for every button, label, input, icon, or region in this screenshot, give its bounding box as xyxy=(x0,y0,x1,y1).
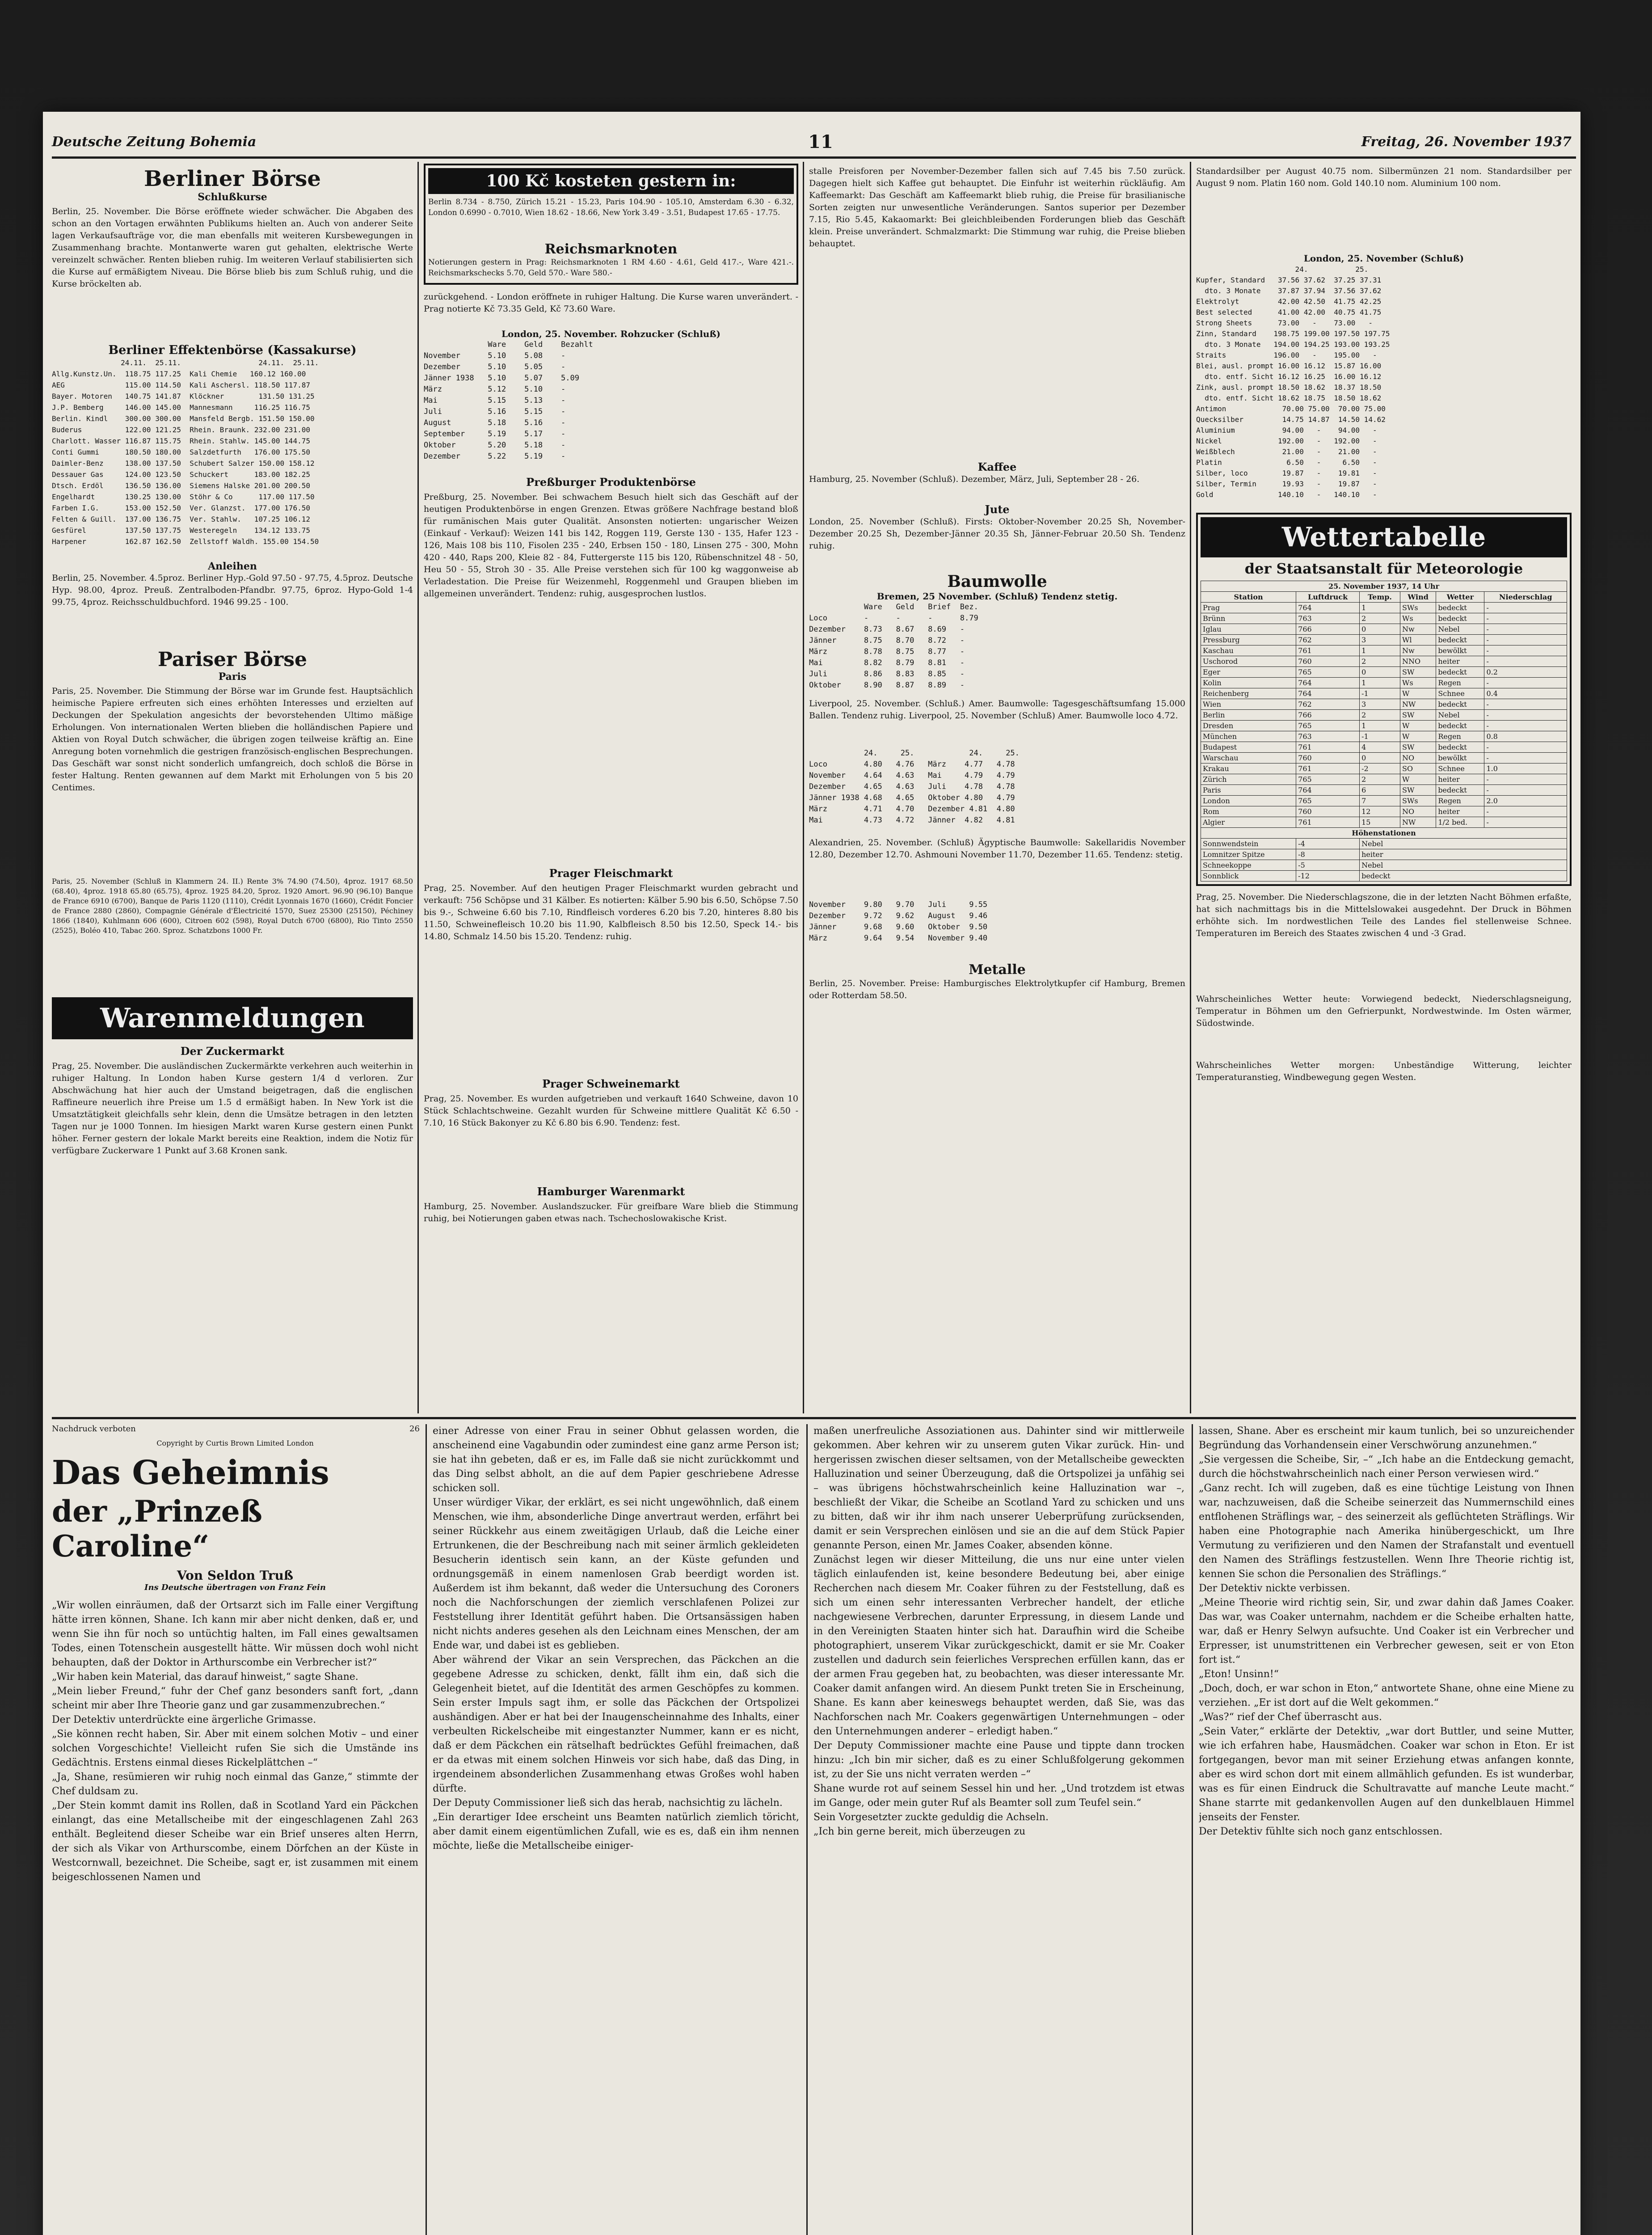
novel-rule-2 xyxy=(806,1424,808,2235)
novel-text-b: einer Adresse von einer Frau in seiner Obhut gelassen worden, die anscheinend eine Vagabundin oder zumindest eine ganz arme Person ist; sie hat ihn gebeten, daß er es, im Falle daß sie nicht zurückkommt und das Ding selbst abholt, an die auf dem Papier geschriebene Adresse schicken soll. Unser würdiger Vikar, der erklärt, es sei nicht ungewöhnlich, daß einem Menschen, wie ihm, absonderliche Dinge anvertraut werden, erfährt bei seiner Rückkehr aus einem zweitägigen Urlaub, daß die Leiche einer Ertrunkenen, die der Beschreibung nach mit seiner ärmlich gekleideten Besucherin identisch sein kann, an der Küste gefunden und ordnungsgemäß in einem namenlosen Grab beerdigt worden ist. Außerdem ist ihm bekannt, daß weder die Untersuchung des Coroners noch die Nachforschungen der ziemlich verschlafenen Polizei zur Feststellung ihrer Identität geführt haben. Die Ortsansässigen haben nicht nichts anderes gesehen als den Leichnam eines Menschen, der am Ende war, und dabei ist es geblieben. Aber während der Vikar an sein Versprechen, das Päckchen an die gegebene Adresse zu schicken, denkt, fällt ihm ein, daß sich die Gelegenheit bietet, auf die Identität des armen Geschöpfes zu kommen. Sein erster Impuls sagt ihm, er solle das Päckchen der Ortspolizei aushändigen. Aber er hat bei der Inaugenscheinnahme des Inhalts, einer verbeulten Rickelscheibe mit eingestanzter Nummer, kann er es nicht, daß er dem Päckchen ein rätselhaft bedrücktes Gefühl freimachen, daß er da etwas mit einem solchen Hinweis vor sich habe, daß das Ding, in irgendeinem absonderlichen Zusammenhang etwas Großes wohl haben dürfte. Der Deputy Commissioner ließ sich das herab, nachsichtig zu lächeln. „Ein derartiger Idee erscheint uns Beamten natürlich ziemlich töricht, aber damit einem eigentümlichen Zufall, wie es es, daß ein ihm nennen möchte, ließe die Metallscheibe einiger- xyxy=(433,1425,799,1851)
weather-cell: - xyxy=(1484,645,1567,656)
wettertabelle-box xyxy=(1196,513,1572,886)
liverpool-table: Loco 4.80 4.76 März 4.77 4.78 November 4.64 4.63 Mai 4.79 4.79 Dezember 4.65 4.63 Juli 4.78 4.78 Jänner 1938 4.68 4.65 Oktober 4.80 4.79 März 4.71 4.70 Dezember 4.81 4.80 Mai 4.73 4.72 Jänner 4.82 4.81 xyxy=(809,760,1015,825)
kassakurse-header: 24.11. 25.11. 24.11. 25.11. xyxy=(52,358,319,367)
reichsmarknoten-title: Reichsmarknoten xyxy=(544,241,678,257)
weather-cell: W xyxy=(1400,774,1436,785)
weather-cell: Regen xyxy=(1436,678,1484,688)
alexandria-text: Alexandrien, 25. November. (Schluß) Ägyptische Baumwolle: Sakellaridis November 12.80, Dezember 12.70. Ashmouni November 11.70, Dezember 11.65. Tendenz: stetig. xyxy=(809,838,1185,860)
weather-cell: NO xyxy=(1400,753,1436,763)
weather-cell: W xyxy=(1400,721,1436,731)
col4 xyxy=(1196,164,1572,1415)
jute-text: London, 25. November (Schluß). Firsts: Oktober-November 20.25 Sh, November-Dezember 20.25 Sh, Dezember-Jänner 20.35 Sh, Jänner-Februar 20.50 Sh. Tendenz ruhig. xyxy=(809,517,1185,551)
weather-cell: 761 xyxy=(1296,645,1360,656)
novel-col-a xyxy=(52,1424,418,2235)
masthead-right: Freitag, 26. November 1937 xyxy=(1361,134,1572,150)
weather-row xyxy=(1201,613,1567,624)
berliner-boerse-text: Berlin, 25. November. Die Börse eröffnete wieder schwächer. Die Abgaben des schon an den Vortagen erwähnten Publikums hielten an. Auch von anderer Seite lagen Verkaufsaufträge vor, die man ebenfalls mit weiteren Kursbewegungen in Zusammenhang brachte. Montanwerte waren gut gehalten, elektrische Werte vereinzelt schwächer. Renten blieben ruhig. Im weiteren Verlauf stabilisierten sich die Kurse auf ermäßigtem Niveau. Die Börse blieb bis zum Schluß ruhig, und die Kurse bröckelten ab. xyxy=(52,207,413,289)
weather-cell: Nw xyxy=(1400,624,1436,635)
weather-date: 25. November 1937 xyxy=(1328,582,1407,590)
novel-rule-3 xyxy=(1192,1424,1193,2235)
weather-cell: - xyxy=(1484,613,1567,624)
produktenboerse-text: Preßburg, 25. November. Bei schwachem Besuch hielt sich das Geschäft auf der heutigen Produktenbörse in engen Grenzen. Etwas größere Nachfrage bestand bloß für rumänischen Mais guter Qualität. Ansonsten notierten: ungarischer Weizen (Einkauf - Verkauf): Weizen 141 bis 142, Roggen 119, Gerste 130 - 135, Hafer 123 - 126, Mais 108 bis 110, Fisolen 235 - 240, Erbsen 150 - 180, Linsen 275 - 300, Mohn 420 - 440, Raps 200, Kleie 82 - 84, Futtergerste 115 bis 120, Rübenschnitzel 48 - 50, Heu 50 - 55, Stroh 30 - 35. Alle Preise verstehen sich für 100 kg waggonweise ab Verladestation. Die Preise für Weizenmehl, Roggenmehl und Graupen blieben im allgemeinen unverändert. Tendenz: ruhig, ausgesprochen lustlos. xyxy=(424,492,798,599)
weather-cell: SWs xyxy=(1400,796,1436,806)
schweinemarkt-text: Prag, 25. November. Es wurden aufgetrieben und verkauft 1640 Schweine, davon 10 Stück Schlachtschweine. Gezahlt wurden für Schweine mittlere Qualität Kč 6.50 - 7.10, 16 Stück Bakonyer zu Kč 6.80 bis 6.90. Tendenz: fest. xyxy=(424,1094,798,1128)
weather-cell: 765 xyxy=(1296,796,1360,806)
weather-cell: - xyxy=(1484,742,1567,753)
weather-cell: 7 xyxy=(1360,796,1400,806)
fleischmarkt-text: Prag, 25. November. Auf den heutigen Prager Fleischmarkt wurden gebracht und verkauft: 756 Schöpse und 31 Kälber. Es notierten: Kälber 5.90 bis 6.50, Schöpse 7.50 bis 9.-, Schweine 6.60 bis 7.10, Rindfleisch vorderes 6.20 bis 7.20, hinteres 8.80 bis 11.50, Schweinefleisch 10.20 bis 11.90, Kalbfleisch 8.50 bis 12.50, Speck 14.- bis 14.80, Schmalz 14.50 bis 15.20. Tendenz: ruhig. xyxy=(424,883,798,941)
weather-cell: 12 xyxy=(1360,806,1400,817)
novel-notice: Nachdruck verboten xyxy=(52,1424,136,1434)
wettertabelle-subtitle: der Staatsanstalt für Meteorologie xyxy=(1244,560,1523,577)
weather-cell: bedeckt xyxy=(1436,785,1484,796)
reichsmarknoten-text: Notierungen gestern in Prag: Reichsmarknoten 1 RM 4.60 - 4.61, Geld 417.-, Ware 421.-. Reichsmarkschecks 5.70, Geld 570.- Ware 580.- xyxy=(428,258,794,278)
bremen-subtitle: Bremen, 25 November. (Schluß) Tendenz stetig. xyxy=(877,591,1118,602)
weather-cell: bewölkt xyxy=(1436,753,1484,763)
weather-cell: W xyxy=(1400,731,1436,742)
weather-forecast-text-2: Wahrscheinliches Wetter morgen: Unbeständige Witterung, leichter Temperaturanstieg, Windbewegung gegen Westen. xyxy=(1196,1060,1572,1082)
novel-author: Von Seldon Truß xyxy=(177,1568,294,1583)
kaffee-title: Kaffee xyxy=(978,460,1017,473)
weather-cell: Regen xyxy=(1436,731,1484,742)
weather-cell: 761 xyxy=(1296,817,1360,828)
weather-cell: 0 xyxy=(1360,753,1400,763)
pariser-boerse-text: Paris, 25. November. Die Stimmung der Börse war im Grunde fest. Hauptsächlich heimische Papiere erfreuten sich eines erhöhten Interesses und erzielten auf Deckungen der Spekulation angesichts der bevorstehenden Ultimo mäßige Erholungen. Von internationalen Werten blieben die holländischen Papiere und Aktien von Royal Dutch schwächer, die übrigen zogen teilweise kräftig an. Eine Anregung boten vornehmlich die gestrigen französisch-englischen Besprechungen. Das Geschäft war sonst nicht sonderlich umfangreich, doch schloß die Börse in fester Haltung. Renten gewannen auf dem Markt mit Erholungen von 5 bis 20 Centimes. xyxy=(52,686,413,793)
weather-row xyxy=(1201,624,1567,635)
alexandria-table: November 9.80 9.70 Juli 9.55 Dezember 9.72 9.62 August 9.46 Jänner 9.68 9.60 Oktober 9.50 März 9.64 9.54 November 9.40 xyxy=(809,900,988,943)
weather-cell: Wien xyxy=(1201,699,1296,710)
weather-cell: bedeckt xyxy=(1436,613,1484,624)
weather-cell: Kaschau xyxy=(1201,645,1296,656)
weather-cell: SW xyxy=(1400,710,1436,721)
weather-cell: 1 xyxy=(1360,645,1400,656)
weather-table-body xyxy=(1201,603,1567,828)
weather-cell: - xyxy=(1484,721,1567,731)
weather-table-caption: 25. November 1937, 14 Uhr xyxy=(1201,581,1567,592)
hoehen-cell: Nebel xyxy=(1360,839,1567,849)
weather-row xyxy=(1201,645,1567,656)
anleihen-title: Anleihen xyxy=(208,561,257,572)
novel-text-c: maßen unerfreuliche Assoziationen aus. Dahinter sind wir mittlerweile gekommen. Aber kehren wir zu unserem guten Vikar zurück. Hin- und hergerissen zwischen dieser seltsamen, von der Metallscheibe geweckten Halluzination und seiner Überzeugung, daß die Ortspolizei ja unfähig sei – was übrigens höchstwahrscheinlich keine Halluzination war –, beschließt der Vikar, die Scheibe an Scotland Yard zu schicken und uns zu bitten, daß wir ihr ihm nach unserer Ueberprüfung zurücksenden, damit er sein Versprechen einlösen und sie an die auf dem Stück Papier genannte Person, einen Mr. James Coaker, absenden könne. Zunächst legen wir dieser Mitteilung, die uns nur eine unter vielen täglich einlaufenden ist, keine besondere Bedeutung bei, aber einige Recherchen nach diesem Mr. Coaker führen zu der Feststellung, daß es sich um einen sehr interessanten Verbrecher handelt, der etliche nachgewiesene Verbrechen, darunter Erpressung, in diesem Lande und in den Vereinigten Staaten hinter sich hat. Daraufhin wird die Scheibe photographiert, unserem Vikar zurückgeschickt, damit er sie Mr. Coaker zustellen und dadurch sein feierliches Versprechen erfüllen kann, das er der armen Frau gegeben hat, zu beobachten, was dieser interessante Mr. Coaker damit anfangen wird. An diesem Punkt treten Sie in Erscheinung, Shane. Es kann aber keineswegs behauptet werden, daß Sie, was das Nachforschen nach Mr. Coakers gegenwärtigen Unternehmungen – oder den Unternehmungen anderer – erledigt haben.“ Der Deputy Commissioner machte eine Pause und tippte dann trocken hinzu: „Ich bin mir sicher, daß es zu einer Schlußfolgerung gekommen ist, zu der Sie uns nicht verraten werden –“ Shane wurde rot auf seinem Sessel hin und her. „Und trotzdem ist etwas im Gange, oder mein guter Ruf als Beamter soll zum Teufel sein.“ Sein Vorgesetzter zuckte geduldig die Achseln. „Ich bin gerne bereit, mich überzeugen zu xyxy=(813,1425,1184,1837)
hoehen-cell: -4 xyxy=(1296,839,1360,849)
weather-cell: - xyxy=(1484,785,1567,796)
weather-cell: 765 xyxy=(1296,667,1360,678)
masthead-rule xyxy=(52,156,1576,159)
weather-cell: W xyxy=(1400,688,1436,699)
weather-cell: NNO xyxy=(1400,656,1436,667)
weather-cell: 764 xyxy=(1296,603,1360,613)
hamburg-warenmarkt-text: Hamburg, 25. November. Auslandszucker. Für greifbare Ware blieb die Stimmung ruhig, bei Notierungen gaben etwas nach. Tschechoslowakische Krist. xyxy=(424,1202,798,1223)
weather-cell: Nebel xyxy=(1436,624,1484,635)
col3-intro-text: stalle Preisforen per November-Dezember fallen sich auf 7.45 bis 7.50 zurück. Dagegen hielt sich Kaffee gut behauptet. Die Einfuhr ist weiterhin rückläufig. Am Kaffeemarkt: Das Geschäft am Kaffeemarkt blieb ruhig, die Preise für brasilianische Sorten zeigten nur unwesentliche Veränderungen. Santos superior per Dezember 7.15, Rio 5.45, Kakaomarkt: Bei gleichbleibenden Forderungen blieb das Geschäft klein. Preise unverändert. Schmalzmarkt: Die Stimmung war ruhig, die Preise blieben behauptet. xyxy=(809,166,1185,249)
london-zucker-subtitle: London, 25. November. Rohzucker (Schluß) xyxy=(501,329,721,339)
hoehen-cell: -8 xyxy=(1296,849,1360,860)
weather-cell: 2 xyxy=(1360,710,1400,721)
weather-cell: - xyxy=(1484,635,1567,645)
weather-row xyxy=(1201,678,1567,688)
weather-cell: Schnee xyxy=(1436,688,1484,699)
hoehen-cell: -12 xyxy=(1296,871,1360,881)
weather-cell: 3 xyxy=(1360,699,1400,710)
weather-cell: Krakau xyxy=(1201,763,1296,774)
weather-cell: heiter xyxy=(1436,806,1484,817)
novel-title-line2: der „Prinzeß Caroline“ xyxy=(52,1494,262,1564)
kc-box xyxy=(424,164,798,285)
weather-col-header: Luftdruck xyxy=(1296,592,1360,603)
kaffee-text: Hamburg, 25. November (Schluß). Dezember, März, Juli, September 28 - 26. xyxy=(809,474,1140,484)
warenmeldungen-title: Warenmeldungen xyxy=(52,997,413,1039)
hoehen-row xyxy=(1201,860,1567,871)
weather-cell: -2 xyxy=(1360,763,1400,774)
weather-cell: bedeckt xyxy=(1436,603,1484,613)
weather-row xyxy=(1201,656,1567,667)
page-number: 11 xyxy=(808,131,833,152)
hoehenstationen-title: Höhenstationen xyxy=(1201,828,1567,839)
novel-section xyxy=(52,1424,1576,2235)
metalle-title: Metalle xyxy=(969,962,1026,978)
weather-cell: 762 xyxy=(1296,635,1360,645)
hoehen-cell: bedeckt xyxy=(1360,871,1567,881)
hoehen-cell: Sonnblick xyxy=(1201,871,1296,881)
weather-cell: Paris xyxy=(1201,785,1296,796)
hoehen-cell: Lomnitzer Spitze xyxy=(1201,849,1296,860)
weather-cell: Brünn xyxy=(1201,613,1296,624)
liverpool-header: 24. 25. 24. 25. xyxy=(809,749,1020,758)
weather-cell: bedeckt xyxy=(1436,699,1484,710)
weather-cell: - xyxy=(1484,603,1567,613)
weather-col-header: Wind xyxy=(1400,592,1436,603)
weather-cell: Berlin xyxy=(1201,710,1296,721)
weather-cell: Wl xyxy=(1400,635,1436,645)
weather-cell: Warschau xyxy=(1201,753,1296,763)
weather-cell: Dresden xyxy=(1201,721,1296,731)
weather-row xyxy=(1201,785,1567,796)
weather-cell: 2 xyxy=(1360,613,1400,624)
weather-cell: London xyxy=(1201,796,1296,806)
pariser-boerse-subtitle: Paris xyxy=(218,671,247,683)
london-zucker-table: November 5.10 5.08 - Dezember 5.10 5.05 - Jänner 1938 5.10 5.07 5.09 März 5.12 5.10 - Mai 5.15 5.13 - Juli 5.16 5.15 - August 5.18 5.16 - September 5.19 5.17 - Oktober 5.20 5.18 - Dezember 5.22 5.19 - xyxy=(424,351,579,461)
col2 xyxy=(424,164,798,1415)
weather-row xyxy=(1201,817,1567,828)
weather-cell: - xyxy=(1484,678,1567,688)
wettertabelle-title: Wettertabelle xyxy=(1201,517,1567,557)
weather-cell: 766 xyxy=(1296,710,1360,721)
kc-box-title: 100 Kč kosteten gestern in: xyxy=(428,168,794,194)
anleihen-text: Berlin, 25. November. 4.5proz. Berliner Hyp.-Gold 97.50 - 97.75, 4.5proz. Deutsche Hyp. 98.00, 4proz. Preuß. Zentralboden-Pfandbr. 97.75, 6proz. Hypo-Gold 1-4 99.75, 4proz. Reichsschuldbuchford. 1946 99.25 - 100. xyxy=(52,573,413,607)
weather-cell: - xyxy=(1484,774,1567,785)
weather-cell: Iglau xyxy=(1201,624,1296,635)
weather-row xyxy=(1201,763,1567,774)
weather-cell: - xyxy=(1484,817,1567,828)
newspaper-page xyxy=(43,112,1580,2235)
baumwolle-title: Baumwolle xyxy=(947,572,1047,591)
liverpool-text: Liverpool, 25. November. (Schluß.) Amer. Baumwolle: Tagesgeschäftsumfang 15.000 Ballen. Tendenz ruhig. Liverpool, 25. November (Schluß) Amer. Baumwolle loco 4.72. xyxy=(809,699,1185,721)
weather-cell: Reichenberg xyxy=(1201,688,1296,699)
col3 xyxy=(809,164,1185,1415)
london-metals-table: Kupfer, Standard 37.56 37.62 37.25 37.31 dto. 3 Monate 37.87 37.94 37.56 37.62 Elektrolyt 42.00 42.50 41.75 42.25 Best selected 41.00 42.00 40.75 41.75 Strong Sheets 73.00 - 73.00 - Zinn, Standard 198.75 199.00 197.50 197.75 dto. 3 Monate 194.00 194.25 193.00 193.25 Straits 196.00 - 195.00 - Blei, ausl. prompt 16.00 16.12 15.87 16.00 dto. entf. Sicht 16.12 16.25 16.00 16.12 Zink, ausl. prompt 18.50 18.62 18.37 18.50 dto. entf. Sicht 18.62 18.75 18.50 18.62 Antimon 70.00 75.00 70.00 75.00 Quecksilber 14.75 14.87 14.50 14.62 Aluminium 94.00 - 94.00 - Nickel 192.00 - 192.00 - Weißblech 21.00 - 21.00 - Platin 6.50 - 6.50 - Silber, loco 19.87 - 19.81 - Silber, Termin 19.93 - 19.87 - Gold 140.10 - 140.10 - xyxy=(1196,276,1390,499)
weather-cell: 764 xyxy=(1296,678,1360,688)
weather-report-text: Prag, 25. November. Die Niederschlagszone, die in der letzten Nacht Böhmen erfaßte, hat sich nachmittags bis in die Mittelslowakei ausgedehnt. Der Druck in Böhmen erhöhte sich. Im nordwestlichen Teile des Landes fiel stellenweise Schnee. Temperaturen im Bereich des Staates zwischen 4 und -3 Grad. xyxy=(1196,892,1572,938)
novel-continuation-number: 26 xyxy=(409,1424,420,1434)
weather-col-header: Station xyxy=(1201,592,1296,603)
weather-cell: - xyxy=(1484,806,1567,817)
london-metals-header: 24. 25. xyxy=(1196,265,1369,274)
weather-cell: SO xyxy=(1400,763,1436,774)
weather-cell: 761 xyxy=(1296,742,1360,753)
weather-cell: Regen xyxy=(1436,796,1484,806)
novel-text-d: lassen, Shane. Aber es erscheint mir kaum tunlich, bei so unzureichender Begründung das Vorhandensein einer Verschwörung anzunehmen.“ „Sie vergessen die Scheibe, Sir, –“ „Ich habe an die Entdeckung gemacht, durch die höchstwahrscheinlich nach einer Person verwiesen wird.“ „Ganz recht. Ich will zugeben, daß es eine tüchtige Leistung von Ihnen war, nachzuweisen, daß die Scheibe seinerzeit das Nummernschild eines entflohenen Sträflings war, – des seinerzeit als geflüchteten Sträflings. Wir haben eine Photographie nach Amerika hinübergeschickt, um Ihre Vermutung zu verifizieren und den Namen der Strafanstalt und eventuell den Namen des Sträflings festzustellen. Wenn Ihre Theorie richtig ist, kennen Sie schon die Personalien des Sträflings.“ Der Detektiv nickte verbissen. „Meine Theorie wird richtig sein, Sir, und zwar dahin daß James Coaker. Das war, was Coaker unternahm, nachdem er die Scheibe erhalten hatte, war, daß er Henry Selwyn aufsuchte. Und Coaker ist ein Verbrecher und Erpresser, ist unumstrittenen ein Verbrecher gewesen, seit er von Eton fort ist.“ „Eton! Unsinn!“ „Doch, doch, er war schon in Eton,“ antwortete Shane, ohne eine Miene zu verziehen. „Er ist dort auf die Welt gekommen.“ „Was?“ rief der Chef überrascht aus. „Sein Vater,“ erklärte der Detektiv, „war dort Buttler, und seine Mutter, wie ich erfahren habe, Hausmädchen. Coaker war schon in Eton. Er ist fortgegangen, bevor man mit seiner Erziehung etwas anfangen konnte, aber es wird schon dort mit einem allmählich gefunden. Es ist wunderbar, was es für einen Eindruck die Schultravatte auf manche Leute macht.“ Shane starrte mit gedankenvollen Augen auf den dunkelblauen Himmel jenseits der Fenster. Der Detektiv fühlte sich noch ganz entschlossen. xyxy=(1199,1425,1574,1837)
weather-cell: bedeckt xyxy=(1436,742,1484,753)
weather-cell: Rom xyxy=(1201,806,1296,817)
weather-cell: 765 xyxy=(1296,774,1360,785)
hoehen-cell: heiter xyxy=(1360,849,1567,860)
kassakurse-table: Allg.Kunstz.Un. 118.75 117.25 Kali Chemie 160.12 160.00 AEG 115.00 114.50 Kali Aschersl. 118.50 117.87 Bayer. Motoren 140.75 141.87 Klöckner 131.50 131.25 J.P. Bemberg 146.00 145.00 Mannesmann 116.25 116.75 Berlin. Kindl 300.00 300.00 Mansfeld Bergb. 151.50 150.00 Buderus 122.00 121.25 Rhein. Braunk. 232.00 231.00 Charlott. Wasser 116.87 115.75 Rhein. Stahlw. 145.00 144.75 Conti Gummi 180.50 180.00 Salzdetfurth 176.00 175.50 Daimler-Benz 138.00 137.50 Schubert Salzer 150.00 158.12 Dessauer Gas 124.00 123.50 Schuckert 183.00 182.25 Dtsch. Erdöl 136.50 136.00 Siemens Halske 201.00 200.50 Engelhardt 130.25 130.00 Stöhr & Co 117.00 117.50 Farben I.G. 153.00 152.50 Ver. Glanzst. 177.00 176.50 Felten & Guill. 137.00 136.75 Ver. Stahlw. 107.25 106.12 Gesfürel 137.50 137.75 Westeregeln 134.12 133.75 Harpener 162.87 162.50 Zellstoff Waldh. 155.00 154.50 xyxy=(52,370,319,546)
hoehen-row xyxy=(1201,849,1567,860)
weather-cell: 2 xyxy=(1360,774,1400,785)
weather-cell: bedeckt xyxy=(1436,667,1484,678)
weather-row xyxy=(1201,699,1567,710)
col1 xyxy=(52,164,413,1415)
kc-box-text: Berlin 8.734 - 8.750, Zürich 15.21 - 15.23, Paris 104.90 - 105.10, Amsterdam 6.30 - 6.32, London 0.6990 - 0.7010, Wien 18.62 - 18.66, New York 3.49 - 3.51, Budapest 17.65 - 17.75. xyxy=(428,198,794,217)
hamburg-warenmarkt-title: Hamburger Warenmarkt xyxy=(537,1185,685,1198)
weather-cell: 763 xyxy=(1296,731,1360,742)
schweinemarkt-title: Prager Schweinemarkt xyxy=(542,1077,680,1090)
weather-cell: bedeckt xyxy=(1436,635,1484,645)
produktenboerse-title: Preßburger Produktenbörse xyxy=(526,476,696,489)
weather-cell: 6 xyxy=(1360,785,1400,796)
weather-cell: 0.8 xyxy=(1484,731,1567,742)
weather-cell: NW xyxy=(1400,817,1436,828)
weather-cell: heiter xyxy=(1436,656,1484,667)
weather-forecast-text: Wahrscheinliches Wetter heute: Vorwiegend bedeckt, Niederschlagsneigung, Temperatur in Böhmen um den Gefrierpunkt, Nordwestwinde. Im Osten wärmer, Südostwinde. xyxy=(1196,994,1572,1028)
weather-cell: NO xyxy=(1400,806,1436,817)
weather-row xyxy=(1201,753,1567,763)
weather-cell: Eger xyxy=(1201,667,1296,678)
weather-row xyxy=(1201,635,1567,645)
weather-cell: -1 xyxy=(1360,731,1400,742)
weather-cell: Prag xyxy=(1201,603,1296,613)
weather-cell: 764 xyxy=(1296,785,1360,796)
weather-row xyxy=(1201,688,1567,699)
weather-cell: - xyxy=(1484,753,1567,763)
weather-cell: NW xyxy=(1400,699,1436,710)
weather-cell: SW xyxy=(1400,667,1436,678)
novel-rule-1 xyxy=(426,1424,427,2235)
weather-col-header: Temp. xyxy=(1360,592,1400,603)
weather-cell: 0.4 xyxy=(1484,688,1567,699)
column-rule-3 xyxy=(1190,162,1191,1413)
weather-cell: - xyxy=(1484,624,1567,635)
weather-cell: Algier xyxy=(1201,817,1296,828)
weather-cell: 3 xyxy=(1360,635,1400,645)
weather-row xyxy=(1201,742,1567,753)
hoehen-cell: -5 xyxy=(1296,860,1360,871)
weather-row xyxy=(1201,731,1567,742)
novel-title-line1: Das Geheimnis xyxy=(52,1454,329,1492)
bremen-table: Loco - - - 8.79 Dezember 8.73 8.67 8.69 - Jänner 8.75 8.70 8.72 - März 8.78 8.75 8.77 - Mai 8.82 8.79 8.81 - Juli 8.86 8.83 8.85 - Oktober 8.90 8.87 8.89 - xyxy=(809,614,978,690)
weather-cell: 766 xyxy=(1296,624,1360,635)
weather-cell: 760 xyxy=(1296,753,1360,763)
weather-cell: 760 xyxy=(1296,656,1360,667)
weather-cell: bewölkt xyxy=(1436,645,1484,656)
weather-cell: - xyxy=(1484,656,1567,667)
weather-cell: Zürich xyxy=(1201,774,1296,785)
masthead-left: Deutsche Zeitung Bohemia xyxy=(52,134,257,150)
weather-table xyxy=(1201,581,1567,881)
hoehenstationen-body xyxy=(1201,839,1567,881)
weather-cell: 15 xyxy=(1360,817,1400,828)
col4-intro-text: Standardsilber per August 40.75 nom. Silbermünzen 21 nom. Standardsilber per August 9 nom. Platin 160 nom. Gold 140.10 nom. Aluminium 100 nom. xyxy=(1196,166,1572,188)
hoehen-row xyxy=(1201,871,1567,881)
weather-cell: SW xyxy=(1400,742,1436,753)
weather-row xyxy=(1201,721,1567,731)
weather-cell: 760 xyxy=(1296,806,1360,817)
weather-table-header xyxy=(1201,592,1567,603)
weather-cell: SWs xyxy=(1400,603,1436,613)
weather-cell: 0 xyxy=(1360,667,1400,678)
jute-title: Jute xyxy=(985,503,1010,516)
berliner-boerse-title: Berliner Börse xyxy=(144,166,321,191)
pariser-boerse-quotes: Paris, 25. November (Schluß in Klammern 24. II.) Rente 3% 74.90 (74.50), 4proz. 1917 68.50 (68.40), 4proz. 1918 65.80 (65.75), 4proz. 1925 84.20, 5proz. 1920 Amort. 96.90 (96.10) Banque de France 6910 (6700), Banque de Paris 1120 (1110), Crédit Lyonnais 1670 (1660), Crédit Foncier de France 2880 (2860), Compagnie Générale d'Électricité 1570, Suez 25300 (25150), Péchiney 1866 (1840), Kuhlmann 606 (600), Citroen 602 (598), Royal Dutch 6700 (6800), Rio Tinto 2550 (2525), Boléo 410, Tabac 260. Sproz. Schatzbons 1000 Fr. xyxy=(52,877,413,935)
hoehen-cell: Sonnwendstein xyxy=(1201,839,1296,849)
zuckermarkt-subtitle: Der Zuckermarkt xyxy=(180,1045,285,1058)
weather-col-header: Niederschlag xyxy=(1484,592,1567,603)
berliner-boerse-subtitle: Schlußkurse xyxy=(198,191,267,203)
weather-row xyxy=(1201,806,1567,817)
weather-row xyxy=(1201,603,1567,613)
weather-cell: 765 xyxy=(1296,721,1360,731)
weather-cell: Pressburg xyxy=(1201,635,1296,645)
weather-cell: 762 xyxy=(1296,699,1360,710)
weather-cell: Schnee xyxy=(1436,763,1484,774)
weather-cell: 761 xyxy=(1296,763,1360,774)
weather-cell: 1/2 bed. xyxy=(1436,817,1484,828)
weather-cell: 1 xyxy=(1360,721,1400,731)
weather-cell: 763 xyxy=(1296,613,1360,624)
hoehen-cell: Nebel xyxy=(1360,860,1567,871)
weather-cell: Nw xyxy=(1400,645,1436,656)
weather-cell: 2.0 xyxy=(1484,796,1567,806)
weather-cell: 764 xyxy=(1296,688,1360,699)
weather-time: 14 Uhr xyxy=(1412,582,1439,590)
weather-cell: -1 xyxy=(1360,688,1400,699)
bremen-header: Ware Geld Brief Bez. xyxy=(809,603,978,611)
hoehen-cell: Schneekoppe xyxy=(1201,860,1296,871)
weather-cell: SW xyxy=(1400,785,1436,796)
novel-text-a: „Wir wollen einräumen, daß der Ortsarzt sich im Falle einer Vergiftung hätte irren können, Shane. Ich kann mir aber nicht denken, daß er, und wenn Sie ihn für noch so untüchtig halten, im Fall eines gewaltsamen Todes, einen Totenschein ausgestellt hätte. Wir müssen doch wohl nicht behaupten, daß der Doktor in Arthurscombe ein Verbrecher ist?“ „Wir haben kein Material, das darauf hinweist,“ sagte Shane. „Mein lieber Freund,“ fuhr der Chef ganz besonders sanft fort, „dann scheint mir aber Ihre Theorie ganz und gar zusammenzubrechen.“ Der Detektiv unterdrückte eine ärgerliche Grimasse. „Sie können recht haben, Sir. Aber mit einem solchen Motiv – und einer solchen Vorgeschichte! Vielleicht rufen Sie sich die Umstände ins Gedächtnis. Erstens einmal dieses Rickelplättchen –“ „Ja, Shane, resümieren wir ruhig noch einmal das Ganze,“ stimmte der Chef duldsam zu. „Der Stein kommt damit ins Rollen, daß in Scotland Yard ein Päckchen einlangt, das eine Metallscheibe mit der eingeschlagenen Zahl 263 enthält. Begleitend dieser Scheibe war ein Brief unseres alten Herrn, der sich als Vikar von Arthurscombe, einem Dörfchen an der Küste in Westcornwall, bezeichnet. Die Scheibe, sagt er, ist zusammen mit einem beigeschlossenen Namen und xyxy=(52,1600,418,1883)
weather-cell: 0 xyxy=(1360,624,1400,635)
london-metals-subtitle: London, 25. November (Schluß) xyxy=(1303,253,1464,264)
kassakurse-title: Berliner Effektenbörse (Kassakurse) xyxy=(108,343,357,357)
weather-cell: Kolin xyxy=(1201,678,1296,688)
weather-cell: Uschorod xyxy=(1201,656,1296,667)
weather-cell: Budapest xyxy=(1201,742,1296,753)
weather-cell: Ws xyxy=(1400,613,1436,624)
weather-cell: Ws xyxy=(1400,678,1436,688)
metalle-text: Berlin, 25. November. Preise: Hamburgisches Elektrolytkupfer cif Hamburg, Bremen oder Rotterdam 58.50. xyxy=(809,978,1185,1000)
weather-col-header: Wetter xyxy=(1436,592,1484,603)
weather-row xyxy=(1201,796,1567,806)
novel-divider xyxy=(52,1417,1576,1419)
weather-cell: - xyxy=(1484,699,1567,710)
weather-cell: München xyxy=(1201,731,1296,742)
column-rule-2 xyxy=(803,162,804,1413)
weather-cell: 1 xyxy=(1360,603,1400,613)
novel-copyright: Copyright by Curtis Brown Limited London xyxy=(156,1439,314,1447)
column-rule-1 xyxy=(417,162,419,1413)
weather-cell: 1.0 xyxy=(1484,763,1567,774)
pariser-boerse-title: Pariser Börse xyxy=(157,648,308,671)
weather-cell: - xyxy=(1484,710,1567,721)
london-zucker-intro: zurückgehend. - London eröffnete in ruhiger Haltung. Die Kurse waren unverändert. - Prag notierte Kč 73.35 Geld, Kč 73.60 Ware. xyxy=(424,292,798,314)
hoehen-row xyxy=(1201,839,1567,849)
weather-cell: heiter xyxy=(1436,774,1484,785)
novel-translator: Ins Deutsche übertragen von Franz Fein xyxy=(144,1583,326,1592)
weather-cell: 2 xyxy=(1360,656,1400,667)
weather-row xyxy=(1201,667,1567,678)
weather-cell: Nebel xyxy=(1436,710,1484,721)
weather-cell: 1 xyxy=(1360,678,1400,688)
london-zucker-header: Ware Geld Bezahlt xyxy=(424,340,593,349)
weather-cell: bedeckt xyxy=(1436,721,1484,731)
weather-cell: 4 xyxy=(1360,742,1400,753)
weather-row xyxy=(1201,710,1567,721)
fleischmarkt-title: Prager Fleischmarkt xyxy=(549,867,673,880)
weather-cell: 0.2 xyxy=(1484,667,1567,678)
zuckermarkt-text: Prag, 25. November. Die ausländischen Zuckermärkte verkehren auch weiterhin in ruhiger Haltung. In London haben Kurse gestern 1/4 d verloren. Zur Abschwächung hat hier auch der Umstand beigetragen, daß die englischen Raffineure neuerlich ihre Preise um 1.5 d ermäßigt haben. In New York ist die Umsatztätigkeit gleichfalls sehr klein, denn die Umsätze betragen in den letzten Tagen nur je 1000 Tonnen. Im hiesigen Markt waren Kurse gestern einen Punkt höher. Ferner gestern der lokale Markt bereits eine Reaktion, indem die Notiz für verfügbare Zuckerware 1 Punkt auf 3.68 Kronen sank. xyxy=(52,1061,413,1155)
weather-row xyxy=(1201,774,1567,785)
